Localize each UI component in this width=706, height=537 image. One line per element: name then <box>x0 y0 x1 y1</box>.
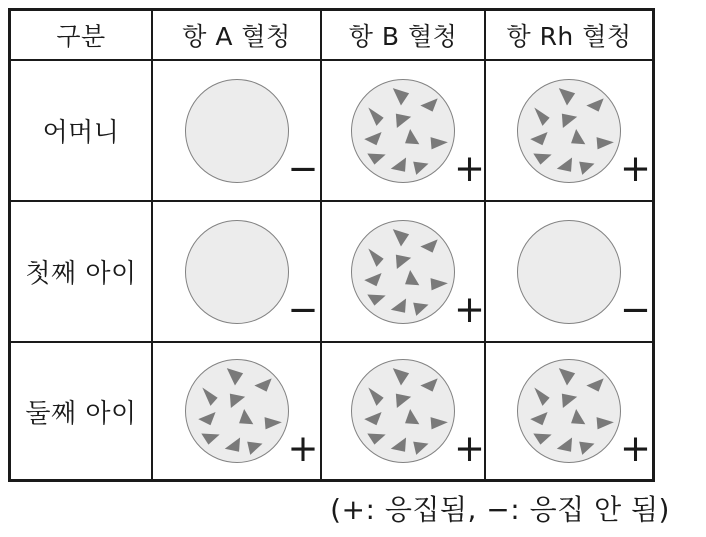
blood-sample-well-icon <box>351 359 455 463</box>
result-sign: + <box>453 146 485 190</box>
result-cell <box>322 202 484 341</box>
blood-sample-well-icon <box>185 220 289 324</box>
result-sign: + <box>453 287 485 331</box>
result-sign: − <box>619 287 651 331</box>
row-label-first-child: 첫째 아이 <box>11 202 151 341</box>
agglutination-clumps-icon <box>518 80 620 182</box>
agglutination-clumps-icon <box>352 80 454 182</box>
header-cell-anti-b-serum: 항 B 혈청 <box>322 11 484 59</box>
result-cell <box>486 343 652 479</box>
header-cell-category: 구분 <box>11 11 151 59</box>
blood-sample-well-icon <box>351 220 455 324</box>
agglutination-clumps-icon <box>352 221 454 323</box>
blood-sample-well-icon <box>185 359 289 463</box>
legend-note: (+: 응집됨, −: 응집 안 됨) <box>330 493 670 526</box>
result-sign: + <box>453 427 485 470</box>
sample-well-wrap <box>517 220 651 331</box>
agglutination-clumps-icon <box>518 360 620 462</box>
result-cell <box>153 202 320 341</box>
result-sign: + <box>287 427 319 470</box>
blood-sample-well-icon <box>517 359 621 463</box>
result-cell <box>153 61 320 200</box>
result-cell <box>486 61 652 200</box>
sample-well-wrap <box>517 79 651 190</box>
blood-sample-well-icon <box>351 79 455 183</box>
result-cell <box>322 61 484 200</box>
blood-sample-well-icon <box>517 220 621 324</box>
sample-well-wrap <box>351 359 485 470</box>
result-sign: + <box>619 146 651 190</box>
result-cell <box>153 343 320 479</box>
sample-well-wrap <box>517 359 651 470</box>
blood-sample-well-icon <box>517 79 621 183</box>
row-label-second-child: 둘째 아이 <box>11 343 151 479</box>
result-cell <box>322 343 484 479</box>
sample-well-wrap <box>185 359 319 470</box>
sample-well-wrap <box>351 220 485 331</box>
result-sign: − <box>287 146 319 190</box>
row-label-mother: 어머니 <box>11 61 151 200</box>
agglutination-clumps-icon <box>352 360 454 462</box>
result-sign: + <box>619 427 651 470</box>
agglutination-table <box>8 8 655 482</box>
agglutination-clumps-icon <box>186 360 288 462</box>
sample-well-wrap <box>185 79 319 190</box>
header-cell-anti-rh-serum: 항 Rh 혈청 <box>486 11 652 59</box>
sample-well-wrap <box>351 79 485 190</box>
header-cell-anti-a-serum: 항 A 혈청 <box>153 11 320 59</box>
sample-well-wrap <box>185 220 319 331</box>
result-cell <box>486 202 652 341</box>
result-sign: − <box>287 287 319 331</box>
blood-sample-well-icon <box>185 79 289 183</box>
